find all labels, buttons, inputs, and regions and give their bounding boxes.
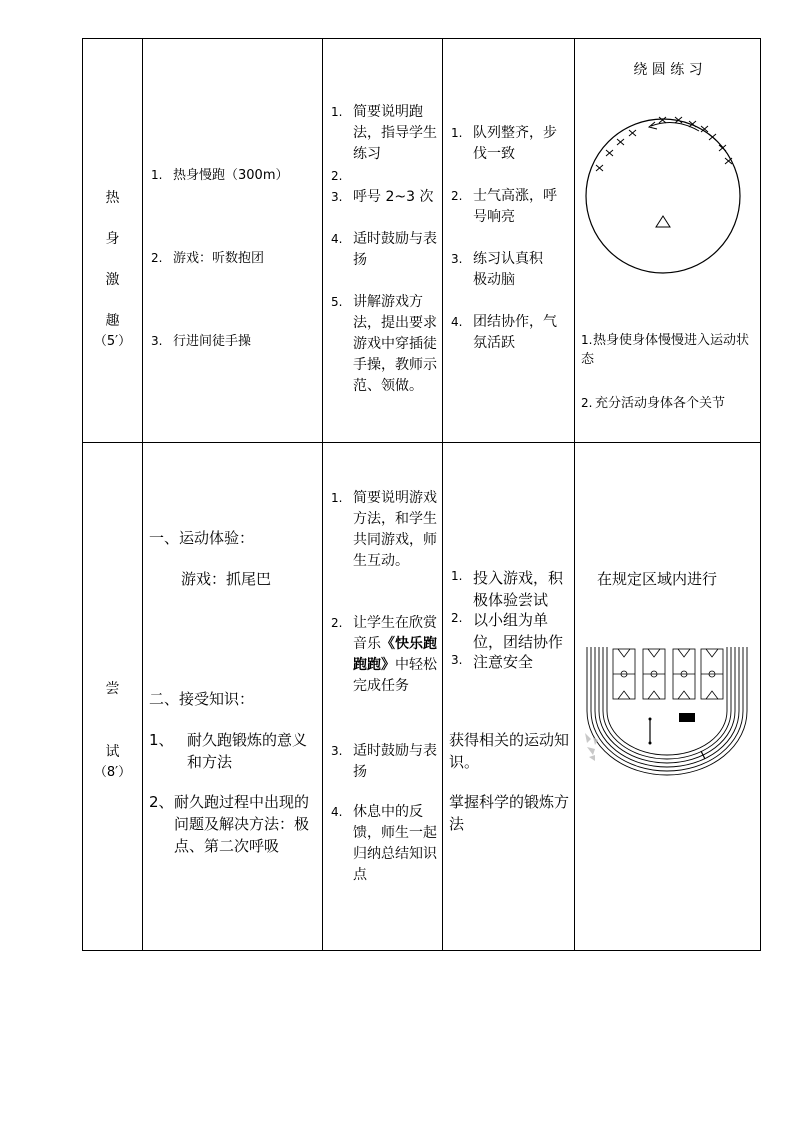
phase-char: 身	[105, 231, 120, 247]
list-number: 4.	[331, 232, 343, 246]
student-item: 投入游戏，积极体验尝试	[473, 569, 564, 609]
list-number: 1、	[149, 731, 174, 749]
teacher-item: 呼号 2~3 次	[353, 189, 434, 205]
list-number: 2.	[331, 616, 343, 630]
content-item: 热身慢跑（300m）	[173, 168, 289, 183]
student-cell-warmup	[443, 39, 575, 443]
phase-char: 趣	[105, 313, 120, 329]
student-note: 掌握科学的锻炼方法	[449, 793, 570, 833]
phase-cell-try	[83, 443, 143, 951]
list-number: 2、	[149, 793, 174, 811]
list-number: 2.	[581, 396, 593, 410]
teacher-cell-warmup	[323, 39, 443, 443]
content-item: 游戏：听数抱团	[173, 251, 265, 266]
list-number: 3.	[331, 744, 343, 758]
list-number: 1.	[451, 126, 463, 140]
list-number: 3.	[151, 334, 163, 348]
list-number: 2.	[451, 189, 463, 203]
content-item: 行进间徒手操	[173, 334, 252, 349]
equipment-box-icon	[679, 713, 695, 722]
phase-char: 激	[105, 272, 120, 288]
org-goal: 热身使身体慢慢进入运动状态	[581, 333, 750, 367]
list-number: 1.	[581, 333, 593, 347]
org-title: 在规定区域内进行	[597, 570, 718, 588]
student-item: 以小组为单位，团结协作	[473, 611, 564, 651]
lesson-plan-table	[82, 38, 761, 951]
phase-char: 热	[105, 190, 120, 206]
org-cell-try	[575, 443, 761, 951]
org-title: 绕 圆 练 习	[633, 62, 703, 78]
teacher-item: 简要说明跑法，指导学生练习	[353, 104, 437, 162]
phase-char: 尝	[105, 681, 120, 697]
list-number: 4.	[331, 805, 343, 819]
student-item: 团结协作，气氛活跃	[473, 314, 557, 351]
phase-time: （8′）	[93, 765, 132, 780]
student-note: 获得相关的运动知识。	[449, 731, 570, 771]
org-cell-warmup	[575, 39, 761, 443]
content-heading: 一、运动体验：	[149, 529, 255, 547]
teacher-cell-try	[323, 443, 443, 951]
list-number: 2.	[151, 251, 163, 265]
student-item: 队列整齐，步伐一致	[473, 125, 557, 162]
list-number: 3.	[451, 653, 463, 667]
phase-time: （5′）	[93, 334, 132, 349]
circle-run-diagram	[575, 79, 761, 279]
student-item: 士气高涨，呼号响亮	[473, 188, 557, 225]
phase-char: 试	[105, 744, 120, 760]
list-number: 2.	[331, 169, 343, 183]
teacher-item: 休息中的反馈，师生一起归纳总结知识点	[353, 804, 437, 883]
basketball-courts-icon	[613, 649, 723, 699]
stand-pattern-icon	[585, 733, 598, 761]
student-cell-try	[443, 443, 575, 951]
runner-marks-icon	[596, 117, 732, 171]
row-try	[83, 443, 761, 951]
phase-cell-warmup	[83, 39, 143, 443]
teacher-item: 适时鼓励与表扬	[353, 743, 437, 780]
content-item: 耐久跑过程中出现的问题及解决方法：极点、第二次呼吸	[174, 793, 310, 855]
content-game: 游戏：抓尾巴	[181, 570, 272, 588]
list-number: 1.	[151, 168, 163, 182]
teacher-triangle-icon	[656, 216, 670, 227]
teacher-item: 适时鼓励与表扬	[353, 231, 437, 268]
list-number: 1.	[451, 569, 463, 583]
content-cell-try	[143, 443, 323, 951]
teacher-item: 简要说明游戏方法，和学生共同游戏，师生互动。	[353, 490, 437, 569]
content-cell-warmup	[143, 39, 323, 443]
student-item: 练习认真积极动脑	[473, 251, 543, 288]
list-number: 1.	[331, 105, 343, 119]
list-number: 2.	[451, 611, 463, 625]
running-circle	[586, 119, 740, 273]
teacher-item: 讲解游戏方法，提出要求游戏中穿插徒手操，教师示范、领做。	[353, 294, 437, 394]
list-number: 3.	[331, 190, 343, 204]
track-field-diagram	[583, 643, 753, 783]
content-item: 耐久跑锻炼的意义和方法	[187, 731, 308, 771]
content-heading: 二、接受知识：	[149, 690, 255, 708]
list-number: 1.	[331, 491, 343, 505]
list-number: 5.	[331, 295, 343, 309]
list-number: 4.	[451, 315, 463, 329]
row-warmup	[83, 39, 761, 443]
list-number: 3.	[451, 252, 463, 266]
org-goal: 充分活动身体各个关节	[595, 396, 726, 411]
student-item: 注意安全	[473, 653, 534, 671]
teacher-item: 让学生在欣赏音乐《快乐跑跑跑》中轻松完成任务	[353, 615, 437, 694]
